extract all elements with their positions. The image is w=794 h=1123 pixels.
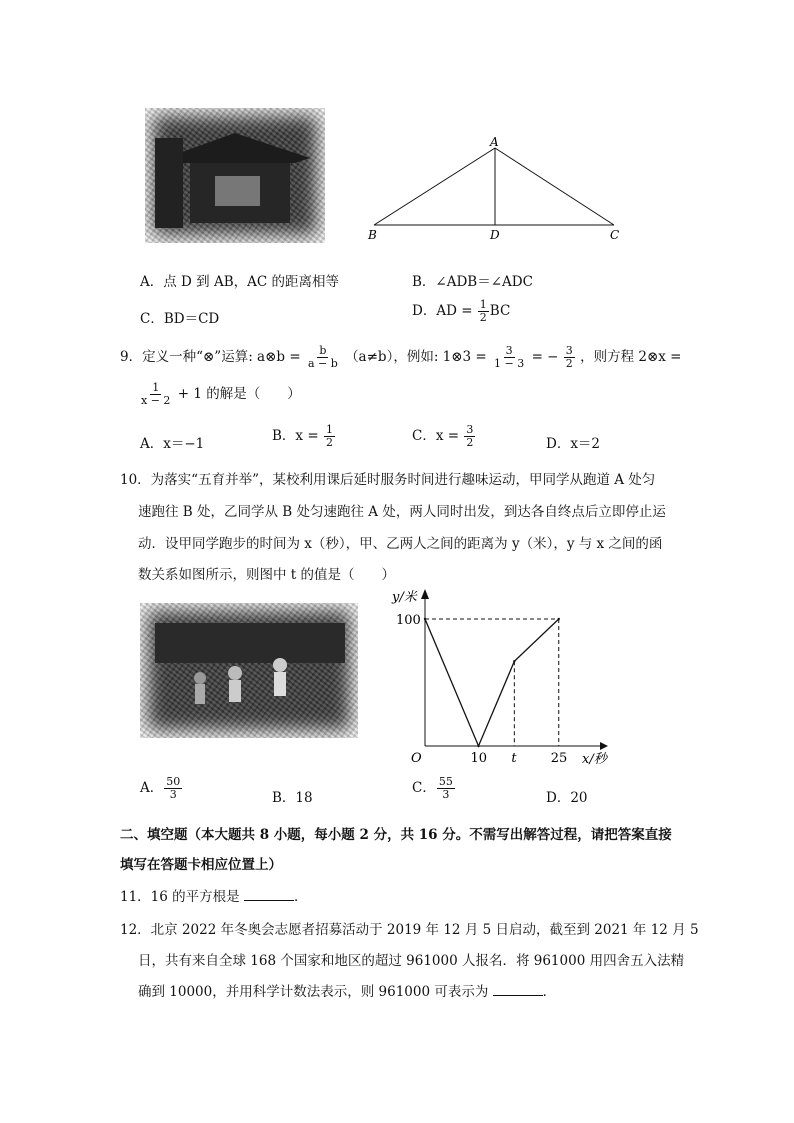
q9-text-d: ，则方程 2⊗x = <box>580 349 682 365</box>
section2-title-line1: 二、填空题（本大题共 8 小题，每小题 2 分，共 16 分。不需写出解答过程，请把答案直接 <box>120 827 672 843</box>
data-point <box>477 745 479 747</box>
q10-option-c-prefix: C． <box>412 780 436 796</box>
q10-option-b: B．18 <box>272 790 313 806</box>
q10-line1: 10．为落实“五育并举”，某校利用课后延时服务时间进行趣味运动，甲同学从跑道 A 处匀 <box>120 472 656 488</box>
q12-end: ． <box>542 984 557 1000</box>
fraction: $\frac{1}{2}$ <box>325 423 333 449</box>
series-line <box>425 619 559 746</box>
q12-line2: 日，共有来自全球 168 个国家和地区的超过 961000 人报名．将 961000 用四舍五入法精 <box>138 953 685 969</box>
q11-end: ． <box>293 889 308 905</box>
y-tick-100: 100 <box>396 613 421 628</box>
q10-line3: 动．设甲同学跑步的时间为 x（秒），甲、乙两人之间的距离为 y（米），y 与 x 之间的函 <box>138 536 663 552</box>
q10-line4: 数关系如图所示，则图中 t 的值是（ ） <box>138 567 396 583</box>
x-tick-label: t <box>511 751 517 766</box>
y-axis-label: y/米 <box>392 590 417 605</box>
q12-text: 确到 10000，并用科学计数法表示，则 961000 可表示为 <box>138 984 489 1000</box>
q8-option-d-suffix: BC <box>489 303 511 319</box>
q12-line3 <box>138 980 556 1000</box>
q10-line2: 速跑往 B 处，乙同学从 B 处匀速跑往 A 处，两人同时出发，到达各自终点后立即停止运 <box>138 504 666 520</box>
q12-answer-blank[interactable] <box>493 983 543 996</box>
q11-line <box>120 885 307 905</box>
q9-option-b-prefix: B．x = <box>272 428 319 444</box>
q9-line1 <box>120 345 682 370</box>
triangle-figure <box>362 132 632 244</box>
q10-option-d: D．20 <box>546 790 588 806</box>
q10-option-a-prefix: A． <box>140 780 164 796</box>
q8-option-d-prefix: D．AD = <box>412 303 473 319</box>
q11-answer-blank[interactable] <box>244 888 294 901</box>
q9-text-a: 9．定义一种“⊗”运算: a⊗b = <box>120 349 301 365</box>
fraction: $\frac{3}{1 - 3}$ <box>494 344 525 370</box>
y-axis-arrow <box>421 589 429 599</box>
fraction: $\frac{3}{2}$ <box>565 344 573 370</box>
x-axis-arrow <box>600 742 608 750</box>
q9-option-d: D．x＝2 <box>546 436 601 452</box>
q10-option-a <box>140 776 183 801</box>
fraction: $\frac{1}{2}$ <box>479 298 487 324</box>
q9-text-line2: + 1 的解是（ ） <box>177 386 301 402</box>
q9-line2 <box>138 382 301 407</box>
q9-text-b: （a≠b），例如: 1⊗3 = <box>345 349 487 365</box>
label-A: A <box>490 135 499 149</box>
section2-title-line2: 填写在答题卡相应位置上） <box>120 857 282 873</box>
q10-option-c <box>412 776 456 801</box>
x-tick-label: 25 <box>550 751 568 766</box>
q8-option-c: C．BD＝CD <box>140 311 220 327</box>
fraction: $\frac{1}{x - 2}$ <box>141 381 171 407</box>
q9-option-c-prefix: C．x = <box>412 428 460 444</box>
q11-text: 11．16 的平方根是 <box>120 889 240 905</box>
origin-label: O <box>411 751 422 766</box>
q8-option-a: A．点 D 到 AB，AC 的距离相等 <box>140 274 339 290</box>
q9-option-b <box>272 424 336 449</box>
distance-time-chart <box>378 585 618 775</box>
q9-option-a: A．x＝−1 <box>140 436 205 452</box>
q8-option-b: B．∠ADB＝∠ADC <box>412 274 533 290</box>
fraction: $\frac{3}{2}$ <box>466 423 474 449</box>
label-D: D <box>490 228 500 242</box>
x-tick-label: 10 <box>470 751 488 766</box>
x-axis-label: x/秒 <box>582 752 607 767</box>
label-C: C <box>610 228 620 242</box>
running-photo <box>140 603 358 738</box>
q9-option-c <box>412 424 476 449</box>
label-B: B <box>368 228 377 242</box>
q9-text-c: = − <box>531 349 559 365</box>
pavilion-photo <box>145 108 325 243</box>
fraction: $\frac{b}{a - b}$ <box>307 344 338 370</box>
q8-option-d <box>412 299 510 324</box>
fraction: $\frac{55}{3}$ <box>438 775 453 801</box>
fraction: $\frac{50}{3}$ <box>166 775 181 801</box>
q12-line1: 12．北京 2022 年冬奥会志愿者招募活动于 2019 年 12 月 5 日启动，截至到 2021 年 12 月 5 <box>120 922 699 938</box>
